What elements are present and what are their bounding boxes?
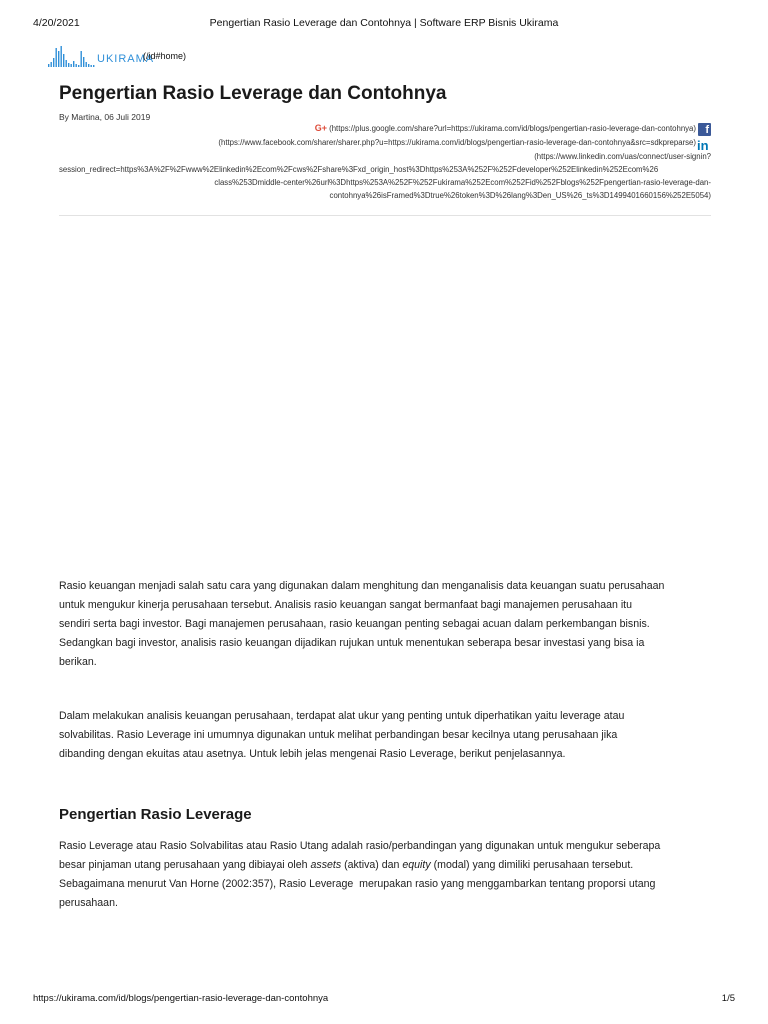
text-line: besar pinjaman utang perusahaan yang dibiayai oleh [59, 859, 311, 871]
print-header [0, 17, 768, 31]
leverage-intro-paragraph [59, 707, 719, 764]
section-heading: Pengertian Rasio Leverage [59, 806, 252, 823]
text-line: dibanding dengan ekuitas atau asetnya. Untuk lebih jelas mengenai Rasio Leverage, berikut penjelasannya. [59, 748, 566, 760]
intro-paragraph [59, 577, 719, 672]
text-line: (modal) yang dimiliki perusahaan tersebut. [430, 859, 634, 871]
print-footer-url: https://ukirama.com/id/blogs/pengertian-rasio-leverage-dan-contohnya [33, 993, 329, 1004]
linkedin-share-link-line-4[interactable]: contohnya%26isFramed%3Dtrue%26token%3D%26lang%3Den_US%26_ts%3D1499401660156%252E5054) [329, 191, 711, 200]
print-date: 4/20/2021 [33, 17, 80, 29]
text-line: Rasio Leverage atau Rasio Solvabilitas atau Rasio Utang adalah rasio/perbandingan yang digunakan untuk mengukur seberapa [59, 840, 661, 852]
text-line: Dalam melakukan analisis keuangan perusahaan, terdapat alat ukur yang penting untuk diperhatikan yaitu leverage atau [59, 710, 625, 722]
text-line: Rasio keuangan menjadi salah satu cara yang digunakan dalam menghitung dan menganalisis data keuangan suatu perusahaan [59, 580, 665, 592]
ukirama-logo-icon [48, 45, 96, 67]
print-document-title: Pengertian Rasio Leverage dan Contohnya | Software ERP Bisnis Ukirama [209, 17, 559, 29]
text-line: solvabilitas. Rasio Leverage ini umumnya digunakan untuk melihat perbandingan besar kecilnya utang perusahaan jika [59, 729, 618, 741]
text-line: sendiri serta bagi investor. Bagi manajemen perusahaan, rasio keuangan penting sebagai acuan dalam perkembangan bisnis. [59, 618, 650, 630]
text-line: perusahaan. [59, 897, 118, 909]
emphasis-term: assets [310, 859, 342, 871]
google-plus-share-link[interactable] [315, 123, 696, 133]
linkedin-icon[interactable]: in [697, 138, 709, 153]
text-line: untuk mengukur kinerja perusahaan tersebut. Analisis rasio keuangan sangat bermanfaat bagi manajemen perusahaan itu [59, 599, 633, 611]
article-title: Pengertian Rasio Leverage dan Contohnya [59, 83, 447, 104]
logo-brand-text: UKIRAMA [97, 53, 155, 65]
text-line: Sedangkan bagi investor, analisis rasio keuangan dijadikan rujukan untuk menentukan seberapa besar investasi yang bisa ia [59, 637, 645, 649]
article-byline: By Martina, 06 Juli 2019 [59, 112, 151, 122]
header-divider [59, 215, 711, 216]
definition-paragraph [59, 837, 719, 913]
google-plus-icon: G+ [314, 123, 327, 133]
linkedin-share-link-line-1[interactable]: (https://www.linkedin.com/uas/connect/user-signin? [534, 152, 711, 161]
text-line: berikan. [59, 656, 97, 668]
linkedin-share-link-line-2[interactable]: session_redirect=https%3A%2F%2Fwww%2Elinkedin%2Ecom%2Fcws%2Fshare%3Fxd_origin_host%3Dhttps%253A%252F%252Fdeveloper%252Elinkedin%252Ecom%26 [59, 165, 659, 174]
text-line: Sebagaimana menurut Van Horne (2002:357), Rasio Leverage merupakan rasio yang menggambarkan tentang proporsi utang [59, 878, 656, 890]
linkedin-share-link-line-3[interactable]: class%253Dmiddle-center%26url%3Dhttps%253A%252F%252Fukirama%252Ecom%252Fid%252Fblogs%252Fpengertian-rasio-leverage-dan- [214, 178, 711, 187]
facebook-icon[interactable]: f [698, 123, 711, 136]
google-plus-share-url: (https://plus.google.com/share?url=https://ukirama.com/id/blogs/pengertian-rasio-leverage-dan-contohnya) [329, 124, 696, 133]
facebook-share-link[interactable]: (https://www.facebook.com/sharer/sharer.php?u=https://ukirama.com/id/blogs/pengertian-rasio-leverage-dan-contohnya&src=sdkpreparse) [218, 138, 696, 147]
text-line: (aktiva) dan [341, 859, 403, 871]
emphasis-term: equity [402, 859, 431, 871]
page-number: 1/5 [721, 993, 735, 1004]
home-link[interactable]: (/id#home) [143, 51, 187, 61]
